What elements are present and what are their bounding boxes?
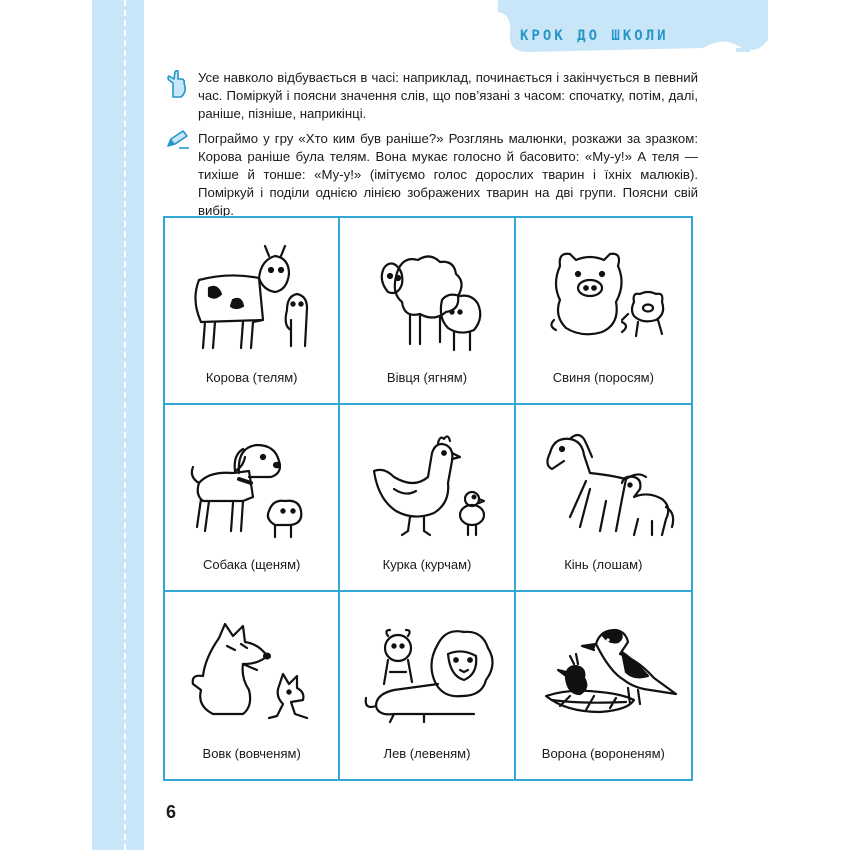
sidebar-dashed-line bbox=[124, 0, 126, 850]
sheep-lamb-icon bbox=[354, 240, 504, 358]
horse-foal-icon bbox=[530, 427, 680, 545]
pointing-hand-icon bbox=[165, 69, 189, 104]
animals-grid bbox=[163, 216, 693, 781]
animal-label: Свиня (поросям) bbox=[552, 370, 654, 385]
animal-cell bbox=[516, 218, 691, 405]
animal-label: Кінь (лошам) bbox=[564, 557, 643, 572]
page-number: 6 bbox=[166, 802, 177, 822]
instruction-text-1: Усе навколо відбувається в часі: наприклад, починається і закінчується в певний час. Поміркуй і поясни значення слів, що пов’язані з часом: спочатку, потім, далі, раніше, пізніше, наприкінці. bbox=[198, 70, 698, 121]
pig-piglet-icon bbox=[530, 240, 680, 358]
animal-cell bbox=[516, 405, 691, 592]
animal-label: Вовк (вовченям) bbox=[202, 746, 301, 761]
header-title: КРОК ДО ШКОЛИ bbox=[520, 28, 669, 44]
animal-label: Ворона (вороненям) bbox=[541, 746, 665, 761]
wolf-cub-icon bbox=[179, 614, 329, 732]
animal-cell bbox=[165, 218, 340, 405]
hen-chick-icon bbox=[354, 427, 504, 545]
cow-calf-icon bbox=[179, 240, 329, 358]
animal-cell bbox=[165, 592, 340, 779]
animal-cell bbox=[340, 592, 515, 779]
lion-cub-icon bbox=[354, 614, 504, 732]
crow-chick-icon bbox=[530, 614, 680, 732]
pencil-icon bbox=[165, 128, 191, 155]
animal-label: Корова (телям) bbox=[205, 370, 298, 385]
animal-label: Вівця (ягням) bbox=[386, 370, 468, 385]
instruction-text-2: Пограймо у гру «Хто ким був раніше?» Розглянь малюнки, розкажи за зразком: Корова раніше була телям. Вона мукає голосно й басовито: «Му-у!» А теля — тихіше й тонше: «Му-у!» (імітуємо голос дорослих тварин і їхніх малюків). Поміркуй і поділи однією лінією зображених тварин на дві групи. Поясни свій вибір. bbox=[198, 131, 698, 218]
animal-cell bbox=[340, 218, 515, 405]
animal-cell bbox=[516, 592, 691, 779]
animal-cell bbox=[340, 405, 515, 592]
animal-label: Собака (щеням) bbox=[202, 557, 301, 572]
page-sidebar bbox=[92, 0, 144, 850]
dog-puppy-icon bbox=[179, 427, 329, 545]
animal-label: Курка (курчам) bbox=[382, 557, 472, 572]
animal-label: Лев (левеням) bbox=[383, 746, 471, 761]
animal-cell bbox=[165, 405, 340, 592]
